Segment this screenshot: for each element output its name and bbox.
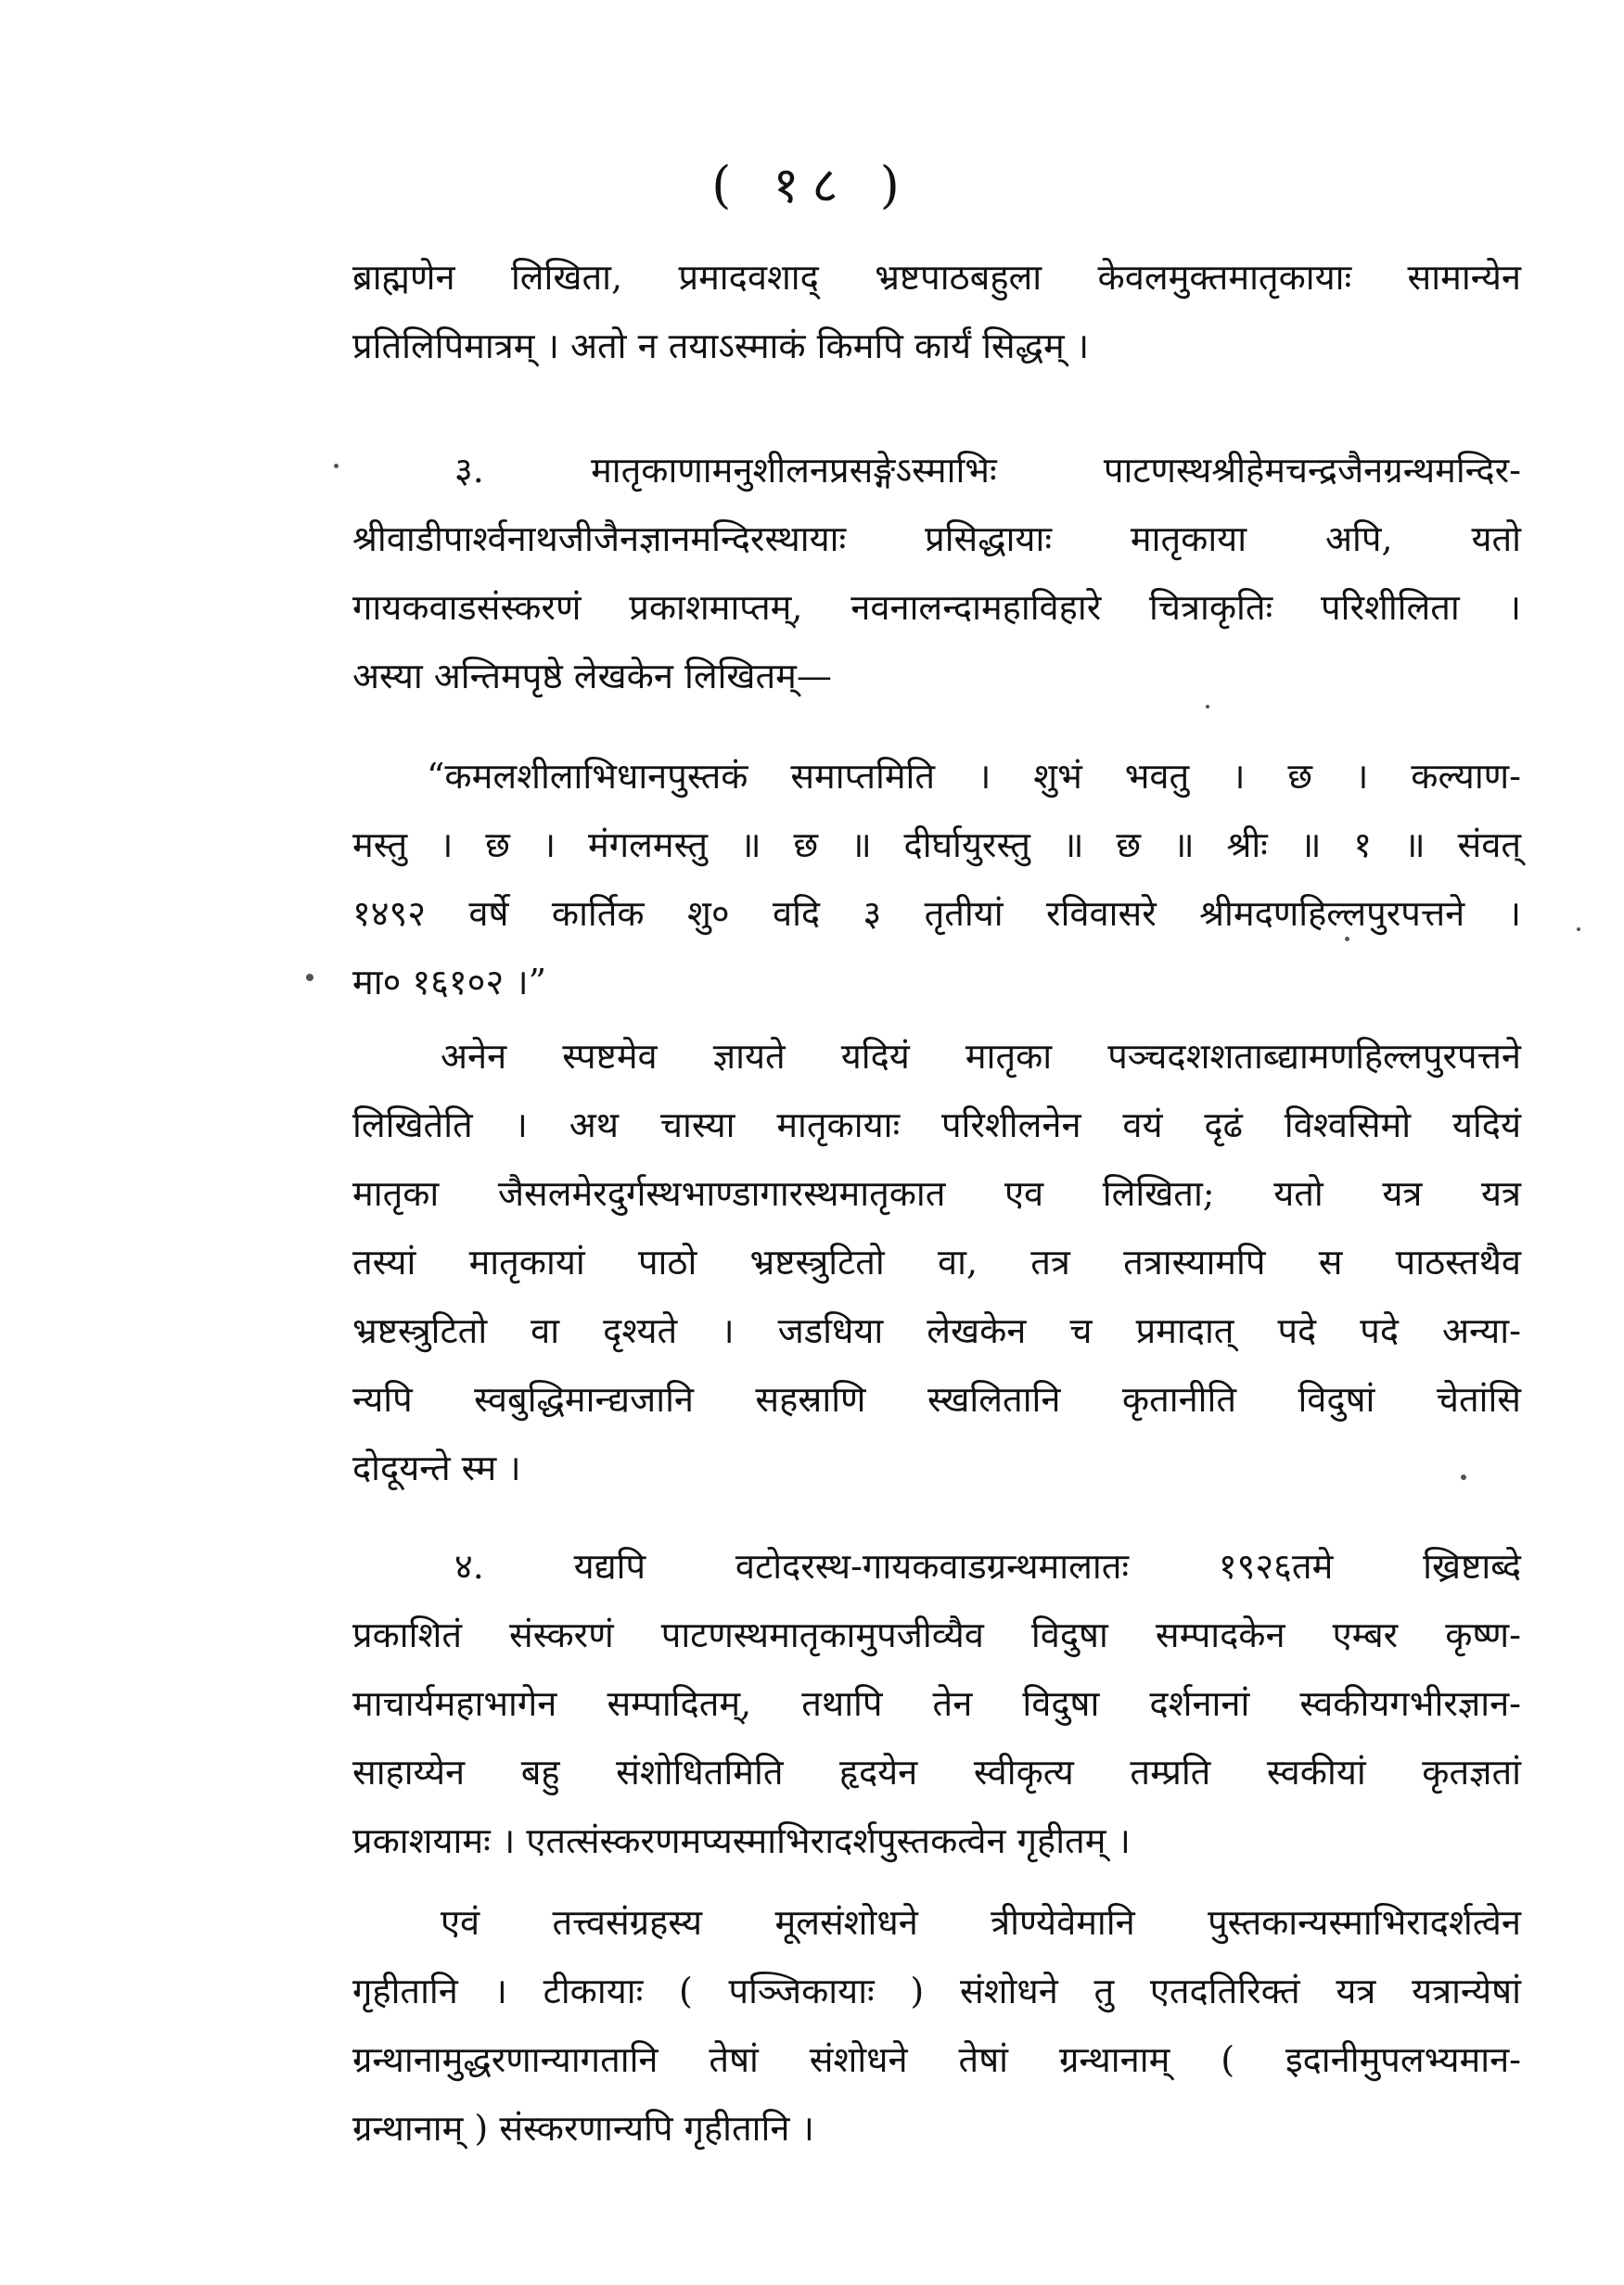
text-line: १४९२ वर्षे कार्तिक शु० वदि ३ तृतीयां रविवासरे श्रीमदणहिल्लपुरपत्तने ।: [352, 893, 1521, 934]
text-line: तस्यां मातृकायां पाठो भ्रष्टस्त्रुटितो वा, तत्र तत्रास्यामपि स पाठस्तथैव: [352, 1242, 1521, 1283]
text-line: मातृका जैसलमेरदुर्गस्थभाण्डागारस्थमातृकात एव लिखिता; यतो यत्र यत्र: [352, 1173, 1521, 1214]
text-line: साहाय्येन बहु संशोधितमिति हृदयेन स्वीकृत्य तम्प्रति स्वकीयां कृतज्ञतां: [352, 1752, 1521, 1793]
scan-speck: [334, 464, 339, 468]
scan-speck: [1345, 937, 1349, 941]
text-line: एवं तत्त्वसंग्रहस्य मूलसंशोधने त्रीण्येवेमानि पुस्तकान्यस्माभिरादर्शत्वेन: [441, 1902, 1521, 1943]
text-line: मा० १६१०२ ।”: [352, 962, 547, 1002]
scan-speck: [1577, 927, 1580, 931]
text-line: ग्रन्थानामुद्धरणान्यागतानि तेषां संशोधने तेषां ग्रन्थानाम् ( इदानीमुपलभ्यमान-: [352, 2039, 1521, 2080]
text-line: गायकवाडसंस्करणं प्रकाशमाप्तम्, नवनालन्दामहाविहारे चित्राकृतिः परिशीलिता ।: [352, 587, 1521, 628]
text-line: प्रतिलिपिमात्रम् । अतो न तयाऽस्माकं किमपि कार्यं सिद्धम् ।: [352, 326, 1090, 366]
text-line: लिखितेति । अथ चास्या मातृकायाः परिशीलनेन वयं दृढं विश्वसिमो यदियं: [352, 1104, 1521, 1145]
text-line: ४. यद्यपि वटोदरस्थ-गायकवाडग्रन्थमालातः १९२६तमे ख्रिष्टाब्दे: [454, 1546, 1521, 1587]
quotation-paragraph: [352, 742, 1521, 1016]
text-line: माचार्यमहाभागेन सम्पादितम्, तथापि तेन विदुषा दर्शनानां स्वकीयगभीरज्ञान-: [352, 1683, 1521, 1724]
paragraph-1: [352, 243, 1521, 380]
text-line: अनेन स्पष्टमेव ज्ञायते यदियं मातृका पञ्चदशशताब्द्यामणहिल्लपुरपत्तने: [441, 1036, 1521, 1077]
text-line: “कमलशीलाभिधानपुस्तकं समाप्तमिति । शुभं भवतु । छ । कल्याण-: [427, 756, 1521, 797]
text-line: ग्रन्थानाम् ) संस्करणान्यपि गृहीतानि ।: [352, 2108, 814, 2149]
text-line: न्यपि स्वबुद्धिमान्द्यजानि सहस्राणि स्खलितानि कृतानीति विदुषां चेतांसि: [352, 1379, 1521, 1420]
text-line: श्रीवाडीपार्श्वनाथजीजैनज्ञानमन्दिरस्थायाः प्रसिद्धायाः मातृकाया अपि, यतो: [352, 518, 1521, 559]
text-line: प्रकाशितं संस्करणं पाटणस्थमातृकामुपजीव्यैव विदुषा सम्पादकेन एम्बर कृष्ण-: [352, 1615, 1521, 1655]
page-number: ( १८ ): [711, 156, 913, 214]
paragraph-4: [352, 1022, 1521, 1502]
text-line: अस्या अन्तिमपृष्ठे लेखकेन लिखितम्—: [352, 656, 832, 696]
scan-speck: [1206, 705, 1209, 708]
scan-speck: [306, 974, 313, 981]
text-line: प्रकाशयामः । एतत्संस्करणमप्यस्माभिरादर्शपुस्तकत्वेन गृहीतम् ।: [352, 1820, 1131, 1861]
text-line: मस्तु । छ । मंगलमस्तु ॥ छ ॥ दीर्घायुरस्तु ॥ छ ॥ श्रीः ॥ १ ॥ संवत्: [352, 824, 1521, 865]
text-line: गृहीतानि । टीकायाः ( पञ्जिकायाः ) संशोधने तु एतदतिरिक्तं यत्र यत्रान्येषां: [352, 1971, 1521, 2011]
scan-speck: [1461, 1474, 1466, 1480]
text-line: ब्राह्मणेन लिखिता, प्रमादवशाद् भ्रष्टपाठबहुला केवलमुक्तमातृकायाः सामान्येन: [352, 257, 1521, 298]
text-line: ३. मातृकाणामनुशीलनप्रसङ्गेऽस्माभिः पाटणस्थश्रीहेमचन्द्रजैनग्रन्थमन्दिर-: [454, 450, 1521, 491]
paragraph-5: [352, 1532, 1521, 1875]
paragraph-6: [352, 1888, 1521, 2163]
paragraph-2: [352, 436, 1521, 710]
text-line: दोदूयन्ते स्म ।: [352, 1448, 521, 1488]
text-line: भ्रष्टस्त्रुटितो वा दृश्यते । जडधिया लेखकेन च प्रमादात् पदे पदे अन्या-: [352, 1310, 1521, 1351]
